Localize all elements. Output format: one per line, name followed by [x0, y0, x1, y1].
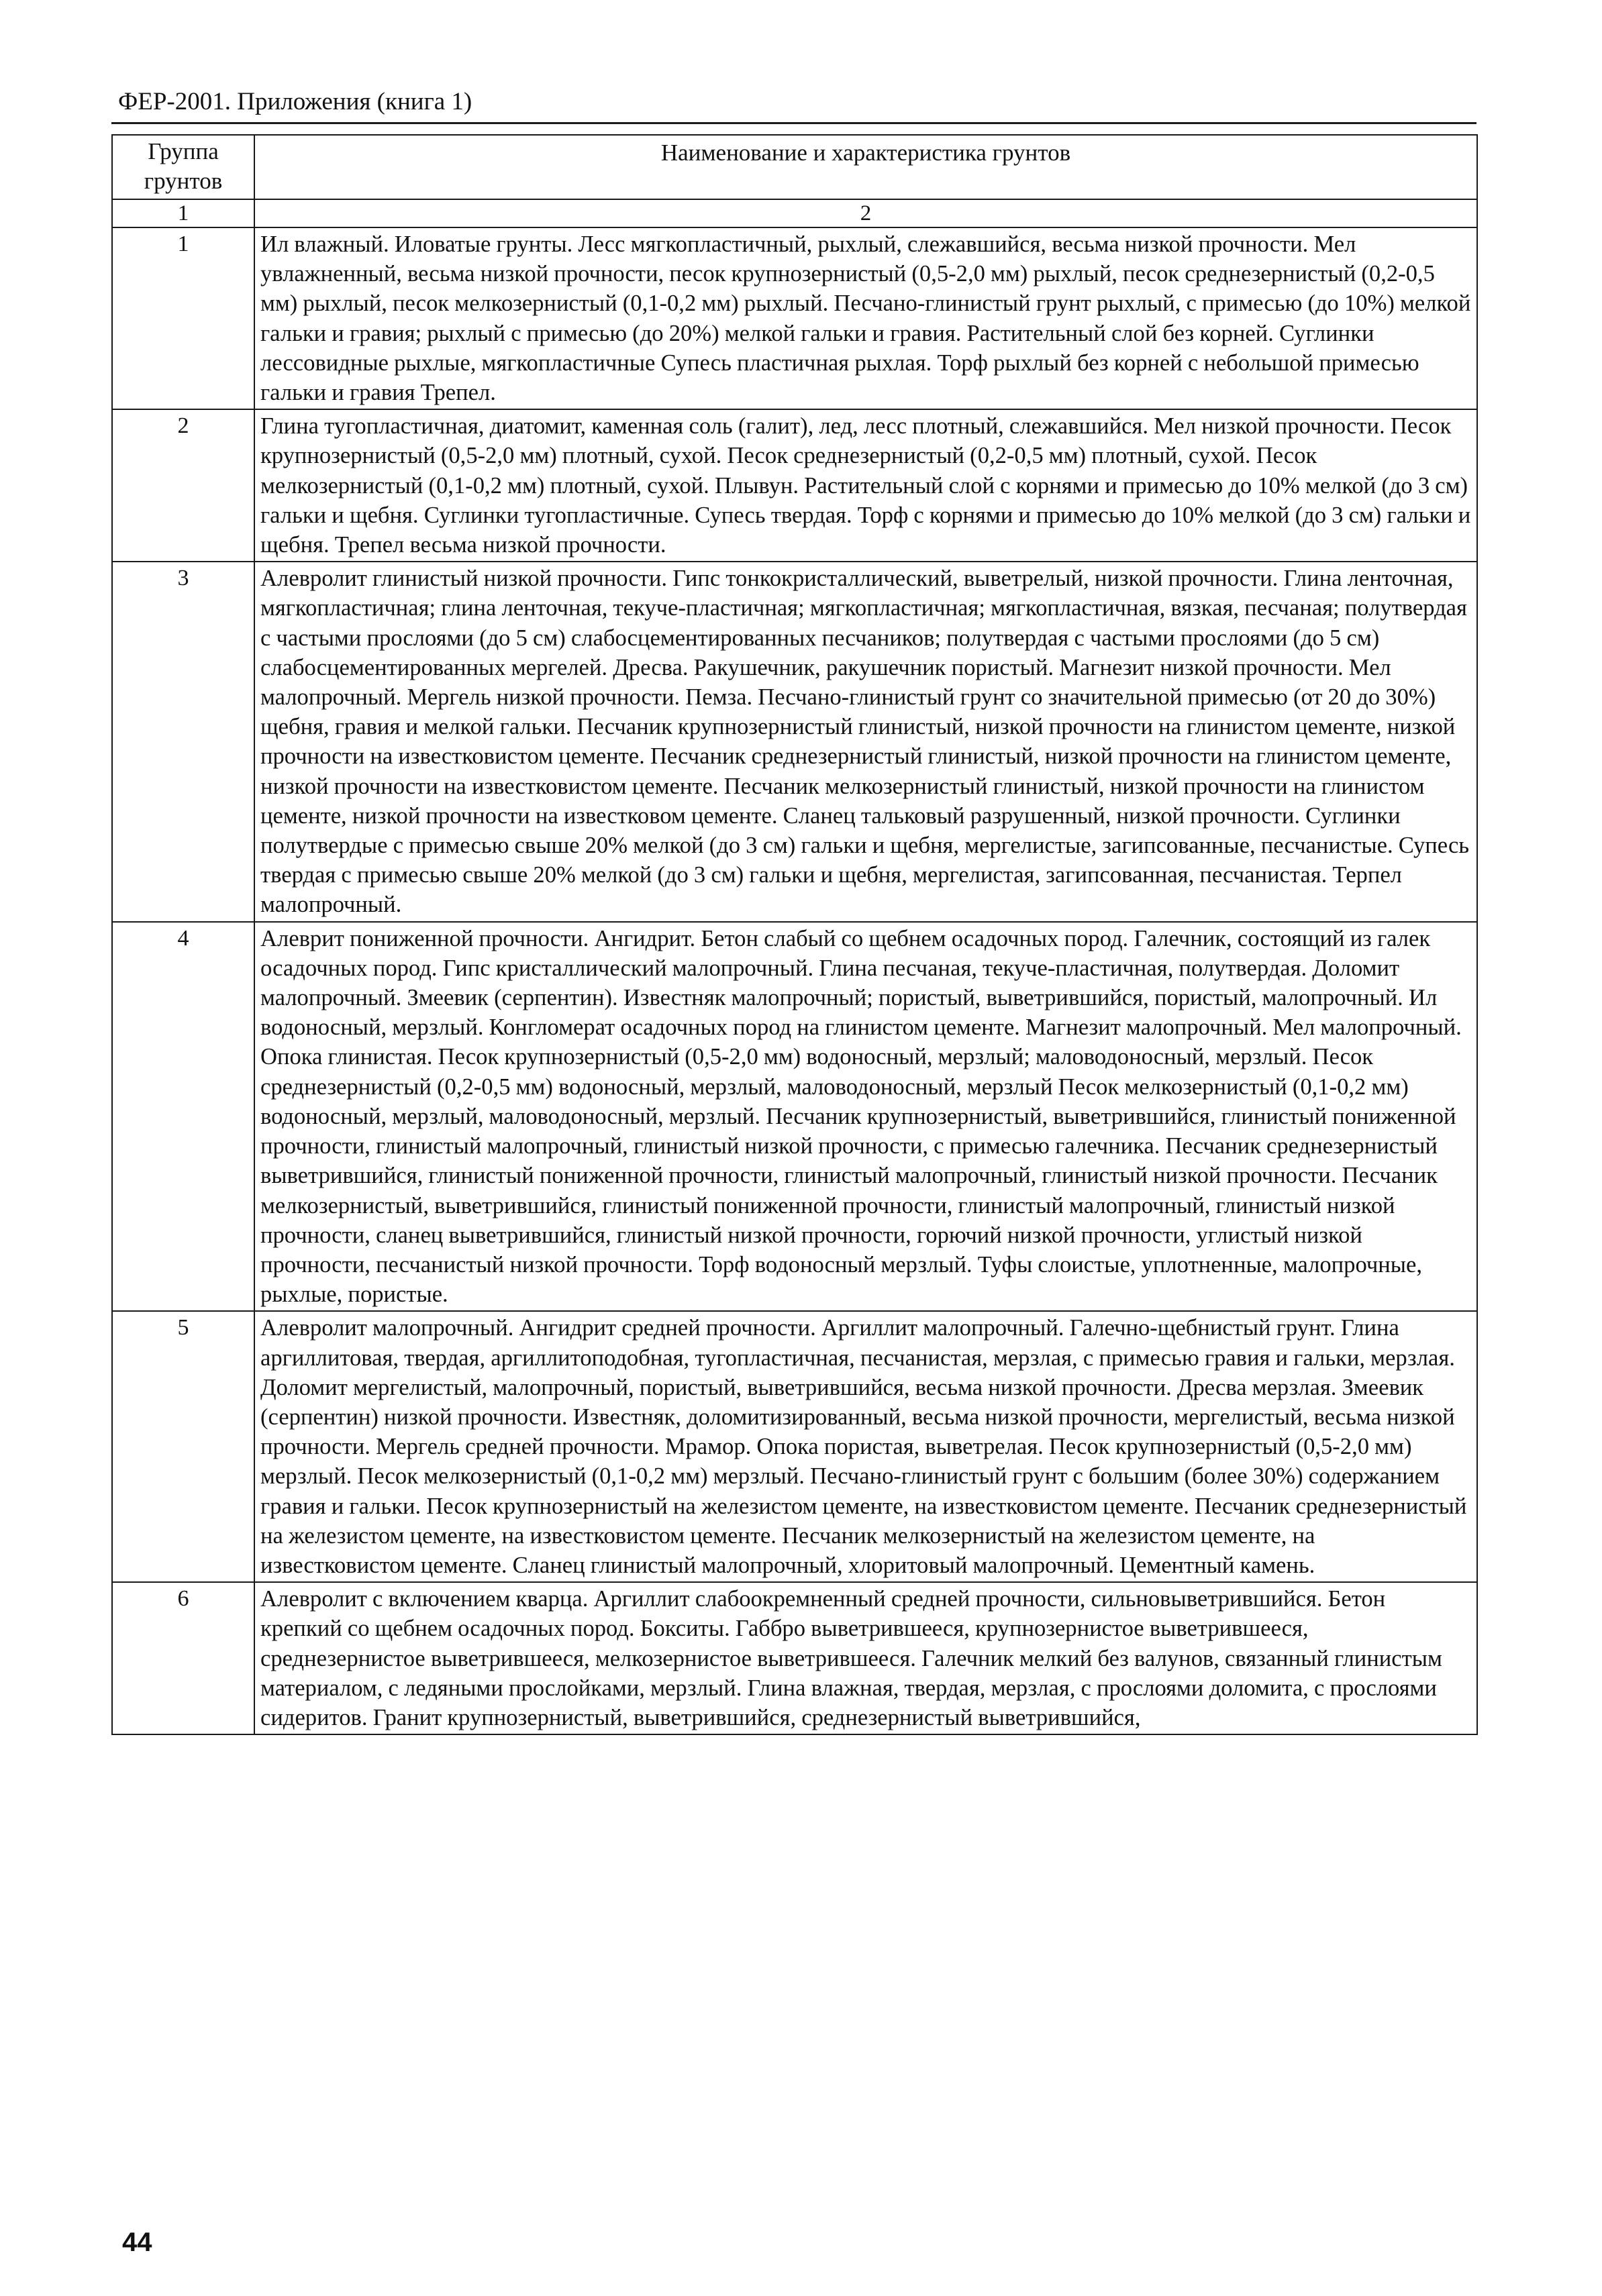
document-title: ФЕР-2001. Приложения (книга 1) [118, 88, 472, 115]
soil-group-number: 3 [112, 562, 254, 921]
soil-group-description: Глина тугопластичная, диатомит, каменная соль (галит), лед, лесс плотный, слежавшийся. Мел низкой прочности. Песок крупнозернистый (0,5-2,0 мм) плотный, сухой. Песок среднезернистый (0,2-0,5 мм) плотный, сухой. Песок мелкозернистый (0,1-0,2 мм) плотный, сухой. Плывун. Растительный слой с корнями и примесью до 10% мелкой (до 3 см) гальки и щебня. Суглинки тугопластичные. Супесь твердая. Торф с корнями и примесью до 10% мелкой (до 3 см) гальки и щебня. Трепел весьма низкой прочности. [254, 409, 1477, 562]
soil-group-number: 4 [112, 922, 254, 1312]
table-row [112, 227, 1477, 409]
soil-group-description: Алевролит малопрочный. Ангидрит средней прочности. Аргиллит малопрочный. Галечно-щебнистый грунт. Глина аргиллитовая, твердая, аргиллитоподобная, тугопластичная, песчанистая, мерзлая, с примесью гравия и гальки, мерзлая. Доломит мергелистый, малопрочный, пористый, выветрившийся, весьма низкой прочности. Дресва мерзлая. Змеевик (серпентин) низкой прочности. Известняк, доломитизированный, весьма низкой прочности, мергелистый, весьма низкой прочности. Мергель средней прочности. Мрамор. Опока пористая, выветрелая. Песок крупнозернистый (0,5-2,0 мм) мерзлый. Песок мелкозернистый (0,1-0,2 мм) мерзлый. Песчано-глинистый грунт с большим (более 30%) содержанием гравия и гальки. Песок крупнозернистый на железистом цементе, на известковистом цементе. Песчаник среднезернистый на железистом цементе, на известковистом цементе. Песчаник мелкозернистый на железистом цементе, на известковистом цементе. Сланец глинистый малопрочный, хлоритовый малопрочный. Цементный камень. [254, 1311, 1477, 1582]
soil-groups-table [111, 134, 1478, 1735]
soil-group-description: Алевролит глинистый низкой прочности. Гипс тонкокристаллический, выветрелый, низкой прочности. Глина ленточная, мягкопластичная; глина ленточная, текуче-пластичная; мягкопластичная; мягкопластичная, вязкая, песчаная; полутвердая с частыми прослоями (до 5 см) слабосцементированных песчаников; полутвердая с частыми прослоями (до 5 см) слабосцементированных мергелей. Дресва. Ракушечник, ракушечник пористый. Магнезит низкой прочности. Мел малопрочный. Мергель низкой прочности. Пемза. Песчано-глинистый грунт со значительной примесью (от 20 до 30%) щебня, гравия и мелкой гальки. Песчаник крупнозернистый глинистый, низкой прочности на глинистом цементе, низкой прочности на известковистом цементе. Песчаник среднезернистый глинистый, низкой прочности на глинистом цементе, низкой прочности на известковистом цементе. Песчаник мелкозернистый глинистый, низкой прочности на глинистом цементе, низкой прочности на известковом цементе. Сланец тальковый разрушенный, низкой прочности. Суглинки полутвердые с примесью свыше 20% мелкой (до 3 см) гальки и щебня, мергелистые, загипсованные, песчанистые. Супесь твердая с примесью свыше 20% мелкой (до 3 см) гальки и щебня, мергелистая, загипсованная, песчанистая. Терпел малопрочный. [254, 562, 1477, 921]
table-row [112, 922, 1477, 1312]
column-number-row [112, 199, 1477, 227]
column-number-1: 1 [112, 199, 254, 227]
column-number-2: 2 [254, 199, 1477, 227]
soil-group-number: 2 [112, 409, 254, 562]
column-header-description: Наименование и характеристика грунтов [254, 135, 1477, 199]
column-header-group: Группа грунтов [112, 135, 254, 199]
soil-group-number: 5 [112, 1311, 254, 1582]
soil-group-description: Ил влажный. Иловатые грунты. Лесс мягкопластичный, рыхлый, слежавшийся, весьма низкой прочности. Мел увлажненный, весьма низкой прочности, песок крупнозернистый (0,5-2,0 мм) рыхлый, песок среднезернистый (0,2-0,5 мм) рыхлый, песок мелкозернистый (0,1-0,2 мм) рыхлый. Песчано-глинистый грунт рыхлый, с примесью (до 10%) мелкой гальки и гравия; рыхлый с примесью (до 20%) мелкой гальки и гравия. Растительный слой без корней. Суглинки лессовидные рыхлые, мягкопластичные Супесь пластичная рыхлая. Торф рыхлый без корней с небольшой примесью гальки и гравия Трепел. [254, 227, 1477, 409]
table-header-row [112, 135, 1477, 199]
page-header [111, 86, 1476, 124]
page-number: 44 [122, 2228, 152, 2257]
soil-group-number: 1 [112, 227, 254, 409]
soil-group-number: 6 [112, 1582, 254, 1734]
soil-group-description: Алеврит пониженной прочности. Ангидрит. Бетон слабый со щебнем осадочных пород. Галечник, состоящий из галек осадочных пород. Гипс кристаллический малопрочный. Глина песчаная, текуче-пластичная, полутвердая. Доломит малопрочный. Змеевик (серпентин). Известняк малопрочный; пористый, выветрившийся, пористый, малопрочный. Ил водоносный, мерзлый. Конгломерат осадочных пород на глинистом цементе. Магнезит малопрочный. Мел малопрочный. Опока глинистая. Песок крупнозернистый (0,5-2,0 мм) водоносный, мерзлый; маловодоносный, мерзлый. Песок среднезернистый (0,2-0,5 мм) водоносный, мерзлый, маловодоносный, мерзлый Песок мелкозернистый (0,1-0,2 мм) водоносный, мерзлый, маловодоносный, мерзлый. Песчаник крупнозернистый, выветрившийся, глинистый пониженной прочности, глинистый малопрочный, глинистый низкой прочности, с примесью галечника. Песчаник среднезернистый выветрившийся, глинистый пониженной прочности, глинистый малопрочный, глинистый низкой прочности. Песчаник мелкозернистый, выветрившийся, глинистый пониженной прочности, глинистый малопрочный, глинистый низкой прочности, сланец выветрившийся, глинистый низкой прочности, горючий низкой прочности, углистый низкой прочности, песчанистый низкой прочности. Торф водоносный мерзлый. Туфы слоистые, уплотненные, малопрочные, рыхлые, пористые. [254, 922, 1477, 1312]
table-row [112, 1311, 1477, 1582]
table-row [112, 562, 1477, 921]
soil-group-description: Алевролит с включением кварца. Аргиллит слабоокремненный средней прочности, сильновыветрившийся. Бетон крепкий со щебнем осадочных пород. Бокситы. Габбро выветрившееся, крупнозернистое выветрившееся, среднезернистое выветрившееся, мелкозернистое выветрившееся. Галечник мелкий без валунов, связанный глинистым материалом, с ледяными прослойками, мерзлый. Глина влажная, твердая, мерзлая, с прослоями доломита, с прослоями сидеритов. Гранит крупнозернистый, выветрившийся, среднезернистый выветрившийся, [254, 1582, 1477, 1734]
table-row [112, 1582, 1477, 1734]
table-row [112, 409, 1477, 562]
